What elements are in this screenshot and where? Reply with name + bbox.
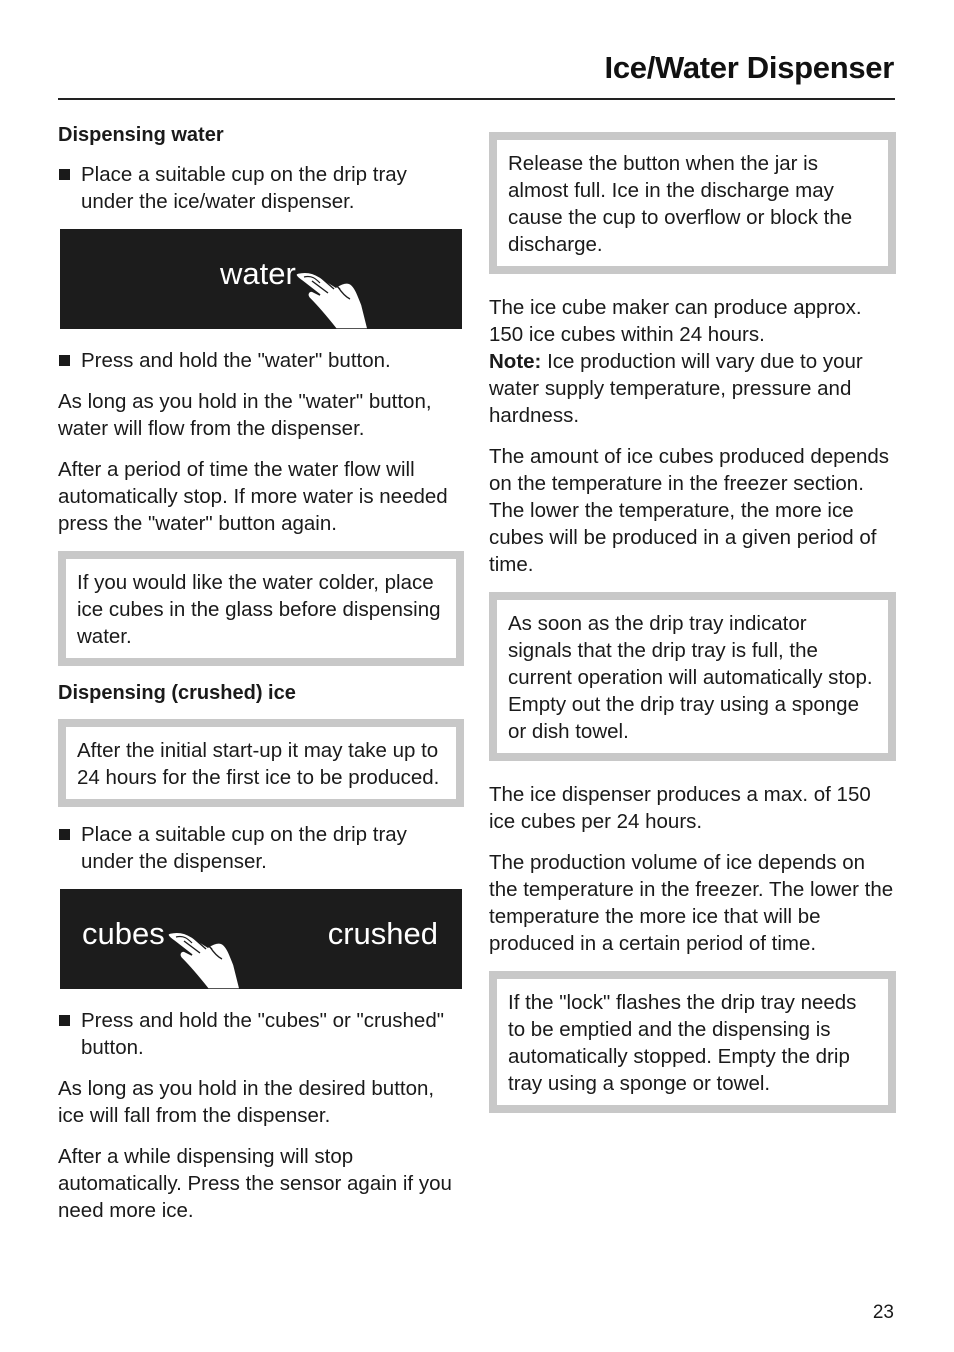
ice-button-panel <box>60 889 462 989</box>
bullet-text: Press and hold the "cubes" or "crushed" button. <box>81 1009 445 1059</box>
note-text: After the initial start-up it may take up to 24 hours for the first ice to be produced. <box>77 739 440 789</box>
paragraph: As long as you hold in the desired button, ice will fall from the dispenser. <box>58 1077 435 1127</box>
pointing-hand-icon <box>164 919 244 989</box>
paragraph: After a while dispensing will stop automatically. Press the sensor again if you need more ice. <box>58 1145 452 1222</box>
note-text: As soon as the drip tray indicator signals that the drip tray is full, the current operation will automatically stop. <box>508 612 873 689</box>
note-box <box>58 719 464 807</box>
paragraph <box>489 294 896 429</box>
water-button-label[interactable]: water <box>220 256 296 291</box>
list-item <box>58 161 464 215</box>
list-item <box>58 347 464 374</box>
cubes-button-label[interactable]: cubes <box>82 916 165 951</box>
bullet-square-icon <box>59 829 70 840</box>
note-box <box>489 592 896 761</box>
note-text: Empty out the drip tray using a sponge or dish towel. <box>508 693 859 743</box>
list-item <box>58 821 464 875</box>
note-text: Release the button when the jar is almost full. Ice in the discharge may cause the cup to overflow or block the discharge. <box>508 152 853 256</box>
paragraph: The ice dispenser produces a max. of 150 ice cubes per 24 hours. <box>489 783 871 833</box>
crushed-button-label[interactable]: crushed <box>327 916 438 951</box>
dispensing-water-heading: Dispensing water <box>58 124 224 146</box>
page-number: 23 <box>872 1302 894 1323</box>
bullet-square-icon <box>59 169 70 180</box>
bullet-square-icon <box>59 1015 70 1026</box>
paragraph: The amount of ice cubes produced depends on the temperature in the freezer section. The lower the temperature, the more ice cubes will be produced in a given period of time. <box>489 445 890 576</box>
water-button-panel <box>60 229 462 329</box>
paragraph-text: Ice production will vary due to your water supply temperature, pressure and hardness. <box>489 350 863 427</box>
bullet-text: Place a suitable cup on the drip tray under the ice/water dispenser. <box>81 163 407 213</box>
bullet-square-icon <box>59 355 70 366</box>
paragraph: The production volume of ice depends on the temperature in the freezer. The lower the temperature the more ice that will be produced in a certain period of time. <box>489 851 894 955</box>
bullet-text: Press and hold the "water" button. <box>81 349 391 372</box>
dispensing-ice-heading: Dispensing (crushed) ice <box>58 682 296 704</box>
note-label: Note: <box>489 350 542 373</box>
paragraph: After a period of time the water flow will automatically stop. If more water is needed press the "water" button again. <box>58 458 448 535</box>
list-item <box>58 1007 464 1061</box>
note-box <box>58 551 464 666</box>
bullet-text: Place a suitable cup on the drip tray under the dispenser. <box>81 823 407 873</box>
paragraph: As long as you hold in the "water" button, water will flow from the dispenser. <box>58 390 432 440</box>
note-text: If the "lock" flashes the drip tray needs to be emptied and the dispensing is automatically stopped. Empty the drip tray using a sponge or towel. <box>508 991 857 1095</box>
note-text: If you would like the water colder, place ice cubes in the glass before dispensing water. <box>77 571 441 648</box>
header-rule <box>58 98 895 100</box>
note-box <box>489 132 896 274</box>
paragraph-text: The ice cube maker can produce approx. 150 ice cubes within 24 hours. <box>489 296 862 346</box>
pointing-hand-icon <box>292 259 372 329</box>
page-title: Ice/Water Dispenser <box>604 50 894 85</box>
left-column <box>58 122 464 1238</box>
right-column <box>489 132 896 1127</box>
note-box <box>489 971 896 1113</box>
